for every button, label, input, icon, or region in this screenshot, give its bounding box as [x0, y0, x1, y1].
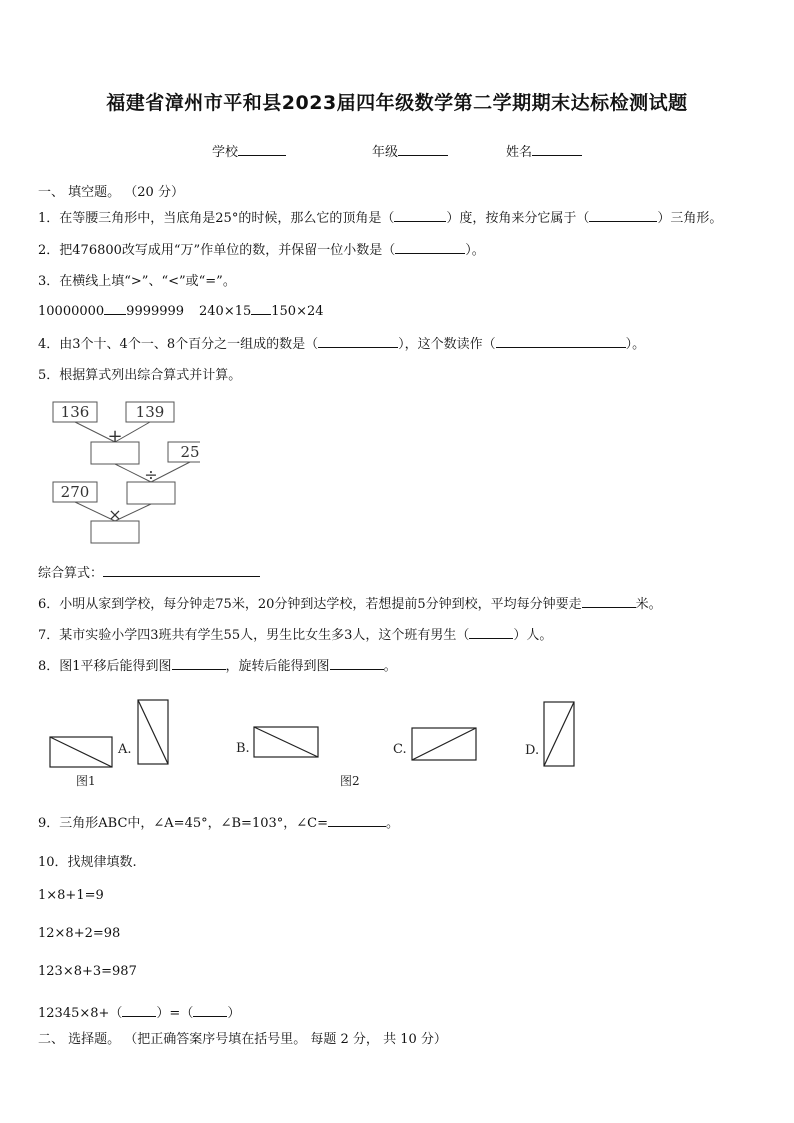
- q3-c1-left: 10000000: [38, 304, 105, 319]
- page-title: 福建省漳州市平和县2023届四年级数学第二学期期末达标检测试题: [106, 92, 688, 114]
- q10-l4-text-b: ）=（: [156, 1006, 194, 1021]
- school-field[interactable]: [212, 141, 286, 160]
- question-5: 5．根据算式列出综合算式并计算。: [38, 368, 242, 383]
- q8-option-d-figure[interactable]: [544, 702, 574, 766]
- q9-blank[interactable]: [328, 814, 386, 827]
- q8-option-b-label[interactable]: B.: [236, 741, 250, 756]
- q8-text-a: 8．图1平移后能得到图: [38, 659, 172, 674]
- question-3-compare-2: [199, 302, 324, 319]
- q5-number-25: 25: [180, 443, 200, 461]
- q8-text-c: 。: [383, 659, 397, 674]
- q4-text-c: ）。: [625, 337, 646, 352]
- grade-label: 年级: [372, 145, 399, 160]
- q4-blank-1[interactable]: [318, 335, 398, 348]
- q5-number-270: 270: [60, 483, 90, 501]
- question-7: [38, 624, 552, 643]
- q5-box-result-2[interactable]: [127, 482, 175, 504]
- q10-l4-text-c: ）: [227, 1006, 241, 1021]
- q8-option-b-figure[interactable]: [254, 727, 318, 757]
- q3-blank-1[interactable]: [104, 302, 126, 315]
- q8-option-c-label[interactable]: C.: [393, 742, 407, 757]
- name-blank[interactable]: [532, 143, 582, 156]
- q3-blank-2[interactable]: [251, 302, 271, 315]
- q10-line-4: [38, 1002, 240, 1021]
- section-2-heading: 二、 选择题。 （把正确答案序号填在括号里。 每题 2 分， 共 10 分）: [38, 1032, 447, 1047]
- q4-blank-2[interactable]: [496, 335, 626, 348]
- q7-text-b: ）人。: [513, 628, 553, 643]
- q4-text-a: 4．由3个十、4个一、8个百分之一组成的数是（: [38, 337, 319, 352]
- question-6: [38, 593, 662, 612]
- q5-formula-label: 综合算式：: [38, 566, 104, 581]
- q1-blank-1[interactable]: [394, 209, 446, 222]
- school-blank[interactable]: [238, 143, 286, 156]
- q5-formula-blank[interactable]: [103, 564, 260, 577]
- q3-c1-right: 9999999: [126, 304, 185, 319]
- q5-formula-line: [38, 562, 260, 581]
- q2-blank[interactable]: [395, 241, 465, 254]
- question-8: [38, 655, 397, 674]
- q5-box-result-3[interactable]: [91, 521, 139, 543]
- q5-number-139: 139: [135, 403, 165, 421]
- q1-text-a: 1．在等腰三角形中，当底角是25°的时候，那么它的顶角是（: [38, 211, 395, 226]
- q5-operation-diagram: [40, 396, 200, 548]
- q3-c2-left: 240×15: [199, 304, 252, 319]
- question-1: [38, 207, 722, 226]
- q5-plus-sign: +: [107, 426, 123, 447]
- q10-blank-2[interactable]: [193, 1004, 227, 1017]
- q8-blank-1[interactable]: [172, 657, 226, 670]
- q1-blank-2[interactable]: [589, 209, 657, 222]
- name-field[interactable]: [506, 141, 582, 160]
- question-2: [38, 239, 485, 258]
- q7-blank[interactable]: [469, 626, 513, 639]
- q8-figures: [40, 695, 600, 795]
- q10-line-1: 1×8+1=9: [38, 888, 104, 903]
- q10-line-3: 123×8+3=987: [38, 964, 137, 979]
- section-1-heading: 一、 填空题。 （20 分）: [38, 185, 184, 200]
- q5-divide-sign: ÷: [144, 465, 158, 484]
- question-3-compare-1: [38, 302, 184, 319]
- q6-blank[interactable]: [582, 595, 636, 608]
- q10-l4-text-a: 12345×8+（: [38, 1006, 123, 1021]
- q2-text-b: ）。: [465, 243, 485, 258]
- school-label: 学校: [212, 145, 239, 160]
- grade-blank[interactable]: [398, 143, 448, 156]
- q8-figure-1-caption: 图1: [76, 774, 96, 788]
- question-4: [38, 333, 645, 352]
- question-9: [38, 812, 399, 831]
- q1-text-b: ）度，按角来分它属于（: [446, 211, 590, 226]
- q8-blank-2[interactable]: [330, 657, 384, 670]
- question-3: 3．在横线上填“>”、“<”或“=”。: [38, 274, 236, 289]
- q8-option-a-label[interactable]: A.: [118, 742, 132, 757]
- q10-blank-1[interactable]: [122, 1004, 156, 1017]
- q8-figure-1: [50, 737, 112, 767]
- q8-figure-2-caption: 图2: [340, 774, 360, 788]
- question-10: 10．找规律填数.: [38, 855, 137, 870]
- q4-text-b: ），这个数读作（: [398, 337, 496, 352]
- q5-multiply-sign: ×: [108, 505, 122, 524]
- q10-line-2: 12×8+2=98: [38, 926, 121, 941]
- grade-field[interactable]: [372, 141, 448, 160]
- name-label: 姓名: [506, 145, 533, 160]
- q5-number-136: 136: [60, 403, 90, 421]
- q6-text-b: 米。: [635, 597, 662, 612]
- q8-option-c-figure[interactable]: [412, 728, 476, 760]
- q2-text-a: 2．把476800改写成用“万”作单位的数，并保留一位小数是（: [38, 243, 396, 258]
- q9-text-a: 9．三角形ABC中，∠A=45°，∠B=103°，∠C=: [38, 816, 328, 831]
- q1-text-c: ）三角形。: [657, 211, 723, 226]
- q8-option-a-figure[interactable]: [138, 700, 168, 764]
- q9-text-b: 。: [386, 816, 400, 831]
- q6-text-a: 6．小明从家到学校，每分钟走75米，20分钟到达学校，若想提前5分钟到校，平均每分钟要走: [38, 597, 582, 612]
- q3-c2-right: 150×24: [271, 304, 324, 319]
- q8-text-b: ，旋转后能得到图: [225, 659, 330, 674]
- q8-option-d-label[interactable]: D.: [525, 743, 540, 758]
- q7-text-a: 7．某市实验小学四3班共有学生55人，男生比女生多3人，这个班有男生（: [38, 628, 470, 643]
